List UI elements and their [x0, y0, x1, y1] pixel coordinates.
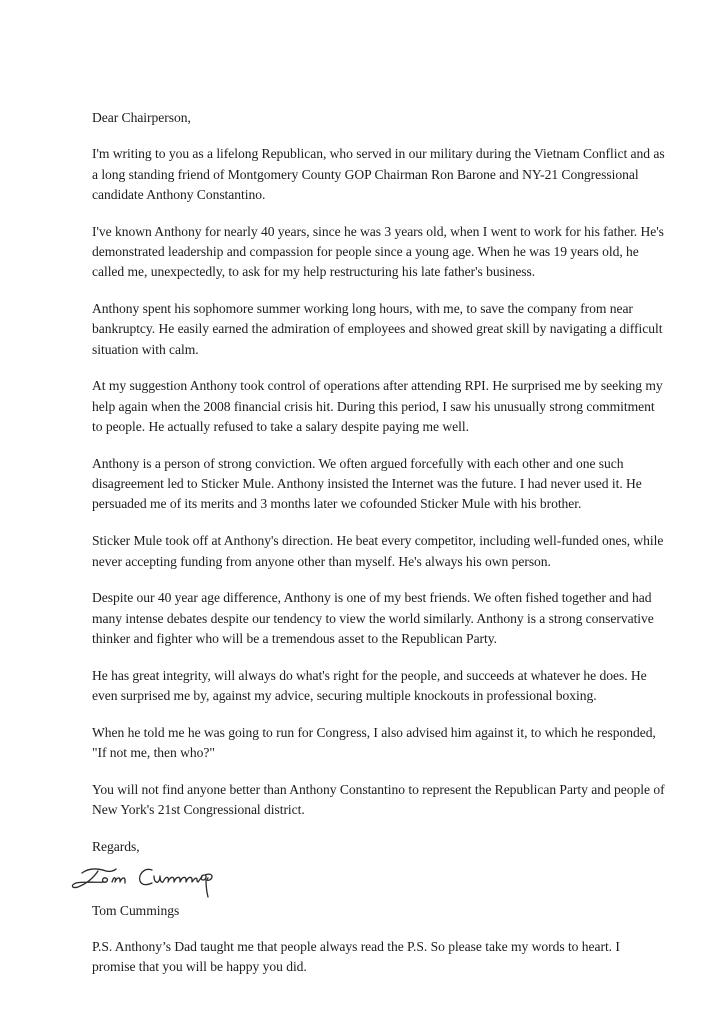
letter-body	[92, 144, 665, 820]
text-line: I've known Anthony for nearly 40 years, since he was 3 years old, when I went to work for his father. He's	[92, 223, 664, 239]
body-paragraph	[92, 144, 665, 205]
text-line: situation with calm.	[92, 341, 199, 357]
text-line: He has great integrity, will always do what's right for the people, and succeeds at whatever he does. He	[92, 667, 647, 683]
text-line: never accepting funding from anyone other than myself. He's always his own person.	[92, 553, 551, 569]
postscript	[92, 937, 652, 978]
text-line: to people. He actually refused to take a salary despite paying me well.	[92, 419, 469, 435]
text-line: thinker and fighter who will be a tremendous asset to the Republican Party.	[92, 630, 497, 646]
body-paragraph	[92, 454, 652, 515]
text-line: When he told me he was going to run for Congress, I also advised him against it, to which he responded,	[92, 724, 656, 740]
text-line: Sticker Mule took off at Anthony's direction. He beat every competitor, including well-funded ones, while	[92, 533, 664, 549]
text-line: many intense debates despite our tendency to view the world similarly. Anthony is a strong conservative	[92, 610, 654, 626]
text-line: New York's 21st Congressional district.	[92, 802, 305, 818]
text-line: bankruptcy. He easily earned the admiration of employees and showed great skill by navigating a difficult	[92, 321, 663, 337]
body-paragraph	[92, 222, 664, 283]
signature	[92, 861, 652, 901]
text-line: persuaded me of its merits and 3 months later we cofounded Sticker Mule with his brother.	[92, 496, 582, 512]
text-line: disagreement led to Sticker Mule. Anthony insisted the Internet was the future. I had never used it. He	[92, 476, 642, 492]
body-paragraph	[92, 666, 652, 707]
text-line: At my suggestion Anthony took control of operations after attending RPI. He surprised me by seeking my	[92, 378, 663, 394]
postscript-line: P.S. Anthony’s Dad taught me that people always read the P.S. So please take my words to heart. I	[92, 938, 620, 954]
handwritten-signature-icon	[68, 861, 268, 913]
body-paragraph	[92, 723, 656, 764]
signer-name: Tom Cummings	[92, 903, 180, 919]
text-line: Anthony spent his sophomore summer working long hours, with me, to save the company from near	[92, 301, 633, 317]
postscript-line: promise that you will be happy you did.	[92, 958, 307, 974]
body-paragraph	[92, 299, 663, 360]
body-paragraph	[92, 780, 665, 821]
text-line: called me, unexpectedly, to ask for my help restructuring his late father's business.	[92, 264, 536, 280]
text-line: demonstrated leadership and compassion for people since a young age. When he was 19 years old, he	[92, 243, 639, 259]
text-line: candidate Anthony Constantino.	[92, 186, 266, 202]
text-line: "If not me, then who?"	[92, 745, 215, 761]
body-paragraph	[92, 376, 663, 437]
letter	[92, 108, 665, 994]
text-line: help again when the 2008 financial crisis hit. During this period, I saw his unusually strong commitment	[92, 398, 655, 414]
text-line: a long standing friend of Montgomery County GOP Chairman Ron Barone and NY-21 Congressional	[92, 166, 639, 182]
closing: Regards,	[92, 839, 140, 855]
body-paragraph	[92, 531, 664, 572]
salutation: Dear Chairperson,	[92, 110, 191, 125]
text-line: Despite our 40 year age difference, Anthony is one of my best friends. We often fished together and had	[92, 590, 652, 606]
text-line: Anthony is a person of strong conviction. We often argued forcefully with each other and one such	[92, 455, 624, 471]
body-paragraph	[92, 588, 652, 649]
text-line: even surprised me by, against my advice, securing multiple knockouts in professional boxing.	[92, 688, 597, 704]
text-line: You will not find anyone better than Anthony Constantino to represent the Republican Party and people of	[92, 781, 665, 797]
text-line: I'm writing to you as a lifelong Republican, who served in our military during the Vietnam Conflict and as	[92, 146, 665, 162]
